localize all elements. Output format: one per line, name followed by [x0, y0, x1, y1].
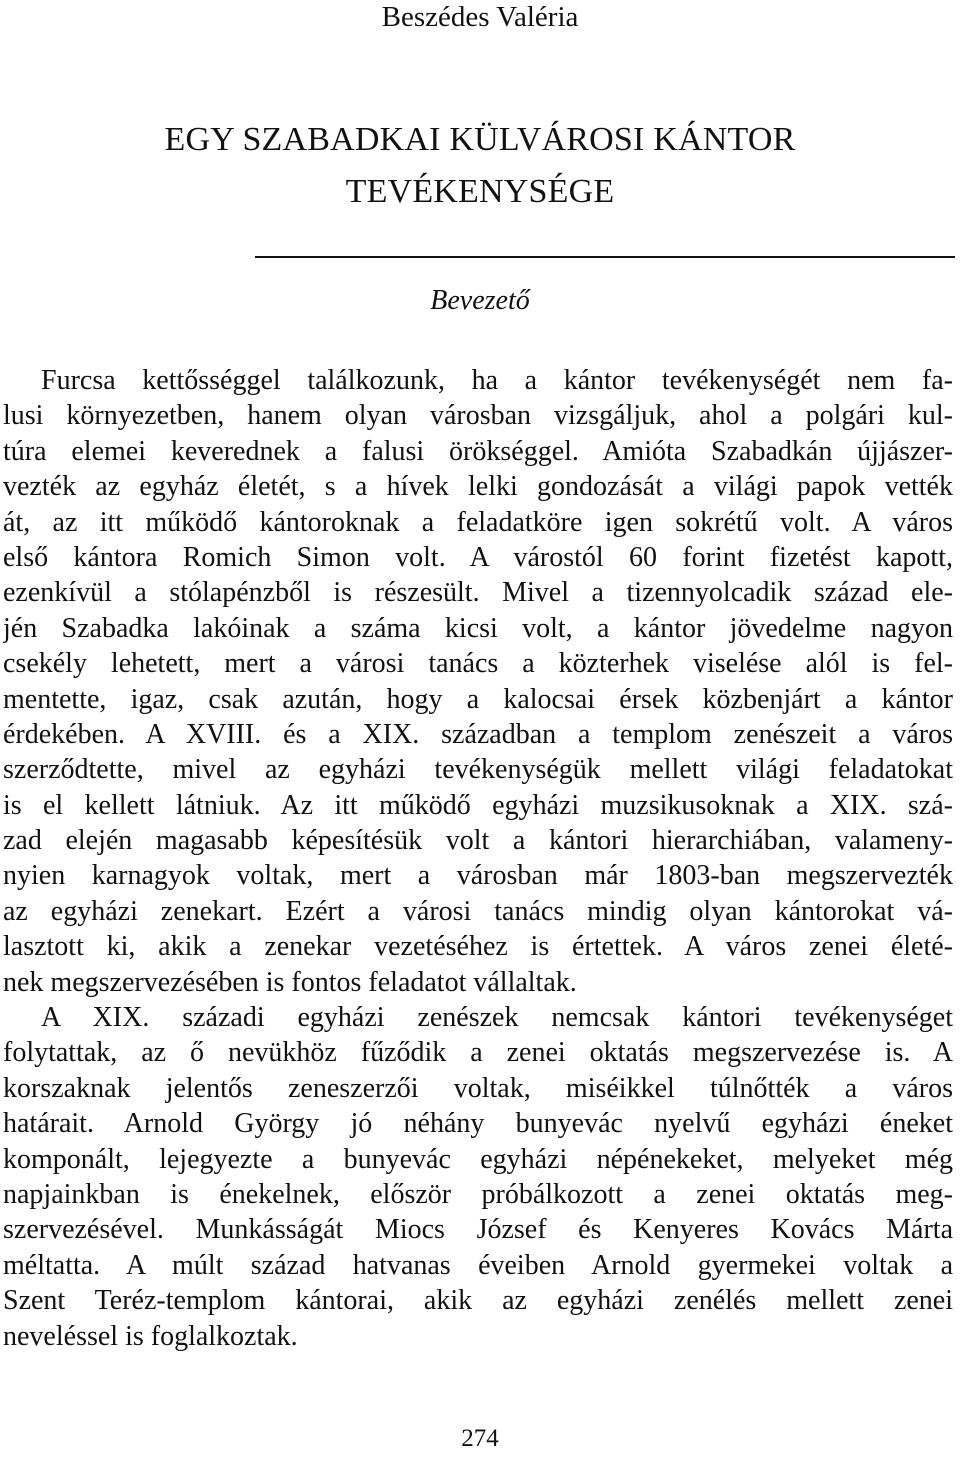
text-line: zad elején magasabb képesítésük volt a kántori hierarchiában, valameny- [3, 825, 953, 857]
body-text [3, 363, 953, 1354]
article-title [0, 114, 960, 218]
title-divider [255, 256, 955, 258]
text-line: lasztott ki, akik a zenekar vezetéséhez is értettek. A város zenei életé- [3, 931, 953, 963]
text-line: korszaknak jelentős zeneszerzői voltak, miséikkel túlnőtték a város [3, 1072, 953, 1104]
text-line: csekély lehetett, mert a városi tanács a közterhek viselése alól is fel- [3, 648, 953, 680]
text-line: méltatta. A múlt század hatvanas éveiben Arnold gyermekei voltak a [3, 1249, 953, 1281]
text-line: komponált, lejegyezte a bunyevác egyházi népénekeket, melyeket még [3, 1143, 953, 1175]
text-line: jén Szabadka lakóinak a száma kicsi volt, a kántor jövedelme nagyon [3, 612, 953, 644]
text-line: szerződtette, mivel az egyházi tevékenységük mellett világi feladatokat [3, 754, 953, 786]
page-number: 274 [461, 1425, 499, 1452]
text-line: lusi környezetben, hanem olyan városban vizsgáljuk, ahol a polgári kul- [3, 400, 953, 432]
text-line: neveléssel is foglalkoztak. [3, 1320, 298, 1352]
text-line: is el kellett látniuk. Az itt működő egyházi muzsikusoknak a XIX. szá- [3, 789, 953, 821]
text-line: folytattak, az ő nevükhöz fűződik a zenei oktatás megszervezése is. A [3, 1037, 953, 1069]
text-line: mentette, igaz, csak azután, hogy a kalocsai érsek közbenjárt a kántor [3, 683, 953, 715]
text-line: túra elemei keverednek a falusi örökséggel. Amióta Szabadkán újjászer- [3, 435, 953, 467]
text-line: határait. Arnold György jó néhány bunyevác nyelvű egyházi éneket [3, 1108, 953, 1140]
text-line: érdekében. A XVIII. és a XIX. században a templom zenészeit a város [3, 718, 953, 750]
text-line: első kántora Romich Simon volt. A várostól 60 forint fizetést kapott, [3, 541, 953, 573]
text-line: napjainkban is énekelnek, először próbálkozott a zenei oktatás meg- [3, 1178, 953, 1210]
text-line: A XIX. századi egyházi zenészek nemcsak kántori tevékenységet [41, 1002, 953, 1034]
text-line: vezték az egyház életét, s a hívek lelki gondozását a világi papok vették [3, 471, 953, 503]
article-title-line: EGY SZABADKAI KÜLVÁROSI KÁNTOR [164, 121, 796, 158]
text-line: nyien karnagyok voltak, mert a városban már 1803-ban megszervezték [3, 860, 953, 892]
section-heading: Bevezető [430, 285, 530, 316]
text-line: nek megszervezésében is fontos feladatot vállaltak. [3, 966, 577, 998]
text-line: szervezésével. Munkásságát Miocs József és Kenyeres Kovács Márta [3, 1214, 953, 1246]
author-name: Beszédes Valéria [381, 1, 579, 33]
text-line: Szent Teréz-templom kántorai, akik az egyházi zenélés mellett zenei [3, 1285, 953, 1317]
text-line: Furcsa kettősséggel találkozunk, ha a kántor tevékenységét nem fa- [41, 365, 953, 396]
text-line: az egyházi zenekart. Ezért a városi tanács mindig olyan kántorokat vá- [3, 895, 953, 927]
text-line: ezenkívül a stólapénzből is részesült. Mivel a tizennyolcadik század ele- [3, 577, 953, 609]
article-title-line: TEVÉKENYSÉGE [345, 173, 615, 210]
text-line: át, az itt működő kántoroknak a feladatköre igen sokrétű volt. A város [3, 506, 953, 538]
